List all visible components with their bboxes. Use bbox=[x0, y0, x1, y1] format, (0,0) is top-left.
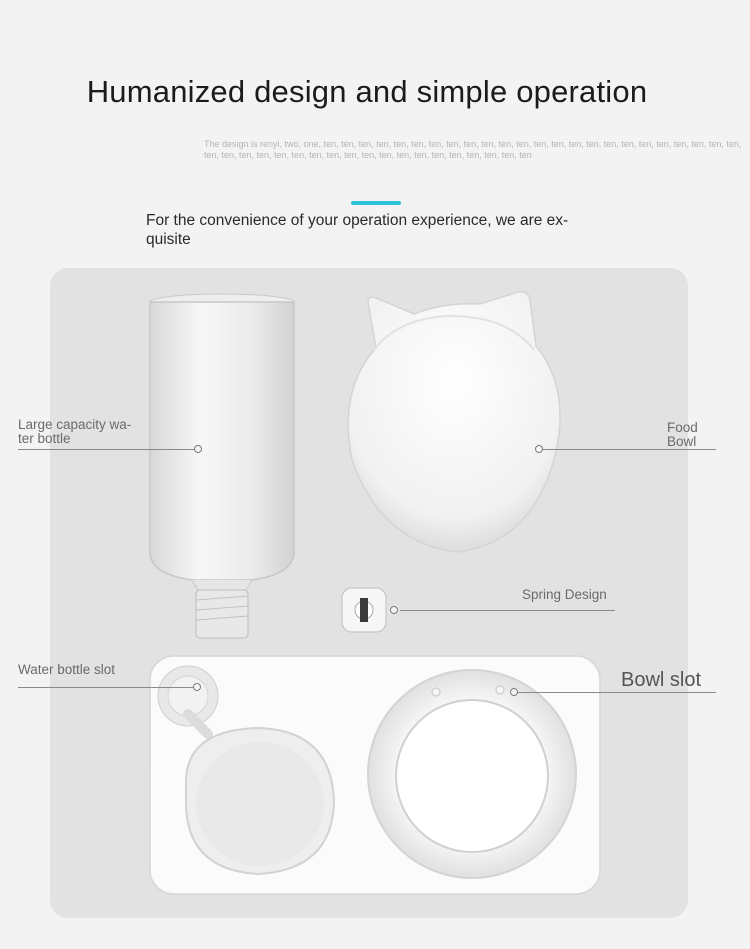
leader-line-food-bowl bbox=[543, 449, 716, 450]
base-tray-image bbox=[146, 652, 606, 902]
marker-spring bbox=[390, 606, 398, 614]
label-food-bowl: Food Bowl bbox=[667, 420, 698, 449]
leader-line-bowl-slot bbox=[516, 692, 716, 693]
fine-print: The design is renyi, two, one, ten, ten, ten, ten, ten, ten, ten, ten, ten, ten, ten, ten, ten, ten, ten, ten, ten, ten, ten, ten, ten, ten, ten, ten, ten, ten, ten, ten, ten, ten, ten, ten, ten, ten, ten, ten, ten, ten, ten, ten, ten, ten, ten bbox=[204, 139, 742, 160]
label-bowl-slot: Bowl slot bbox=[621, 669, 702, 691]
water-bottle-image bbox=[140, 290, 310, 650]
leader-line-bottle-slot bbox=[18, 687, 194, 688]
spring-image bbox=[336, 582, 398, 638]
marker-bowl-slot bbox=[510, 688, 518, 696]
leader-line-water-bottle bbox=[18, 449, 195, 450]
marker-food-bowl bbox=[535, 445, 543, 453]
label-water-bottle-slot: Water bottle slot bbox=[18, 662, 116, 677]
label-water-bottle: Large capacity wa- ter bottle bbox=[18, 417, 132, 446]
subtitle: For the convenience of your operation experience, we are ex- quisite bbox=[146, 212, 569, 248]
label-spring-design: Spring Design bbox=[522, 587, 607, 602]
page-title: Humanized design and simple operation bbox=[86, 74, 648, 109]
food-bowl-image bbox=[338, 290, 600, 560]
accent-bar bbox=[351, 201, 401, 205]
leader-line-spring bbox=[400, 610, 615, 611]
marker-bottle-slot bbox=[193, 683, 201, 691]
marker-water-bottle bbox=[194, 445, 202, 453]
